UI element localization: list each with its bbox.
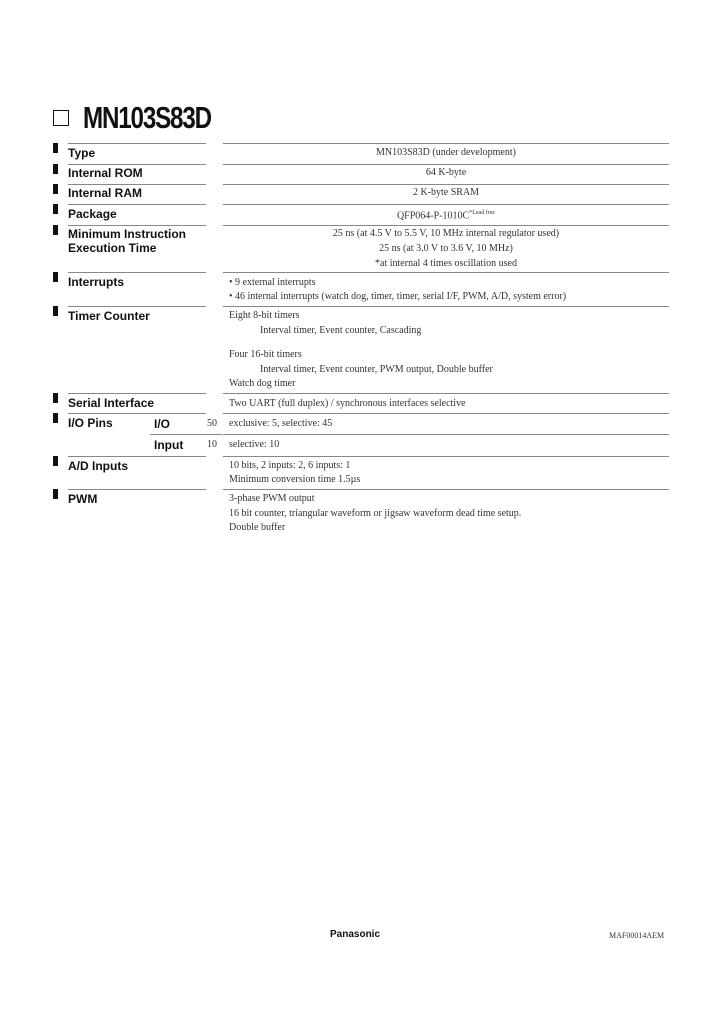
divider: [68, 272, 206, 273]
divider: [223, 434, 669, 435]
row-marker-icon: [53, 306, 58, 316]
interrupts-value-2: • 46 internal interrupts (watch dog, timer, timer, serial I/F, PWM, A/D, system error): [229, 291, 567, 302]
serial-value: Two UART (full duplex) / synchronous interfaces selective: [229, 398, 466, 409]
page-title: MN103S83D: [83, 100, 211, 135]
pwm-value-2: 16 bit counter, triangular waveform or jigsaw waveform dead time setup.: [229, 508, 522, 519]
row-marker-icon: [53, 413, 58, 423]
package-value: [223, 206, 669, 223]
timer-value-2: Interval timer, Event counter, Cascading: [260, 325, 422, 336]
exec-value-2: 25 ns (at 3.0 V to 3.6 V, 10 MHz): [379, 243, 513, 254]
ad-value-1: 10 bits, 2 inputs: 2, 6 inputs: 1: [229, 460, 351, 471]
row-marker-icon: [53, 489, 58, 499]
rom-value: 64 K-byte: [425, 167, 467, 178]
timer-value-1: Eight 8-bit timers: [229, 310, 300, 321]
type-value: MN103S83D (under development): [376, 147, 516, 158]
row-marker-icon: [53, 143, 58, 153]
divider: [223, 143, 669, 144]
ad-label: A/D Inputs: [68, 459, 128, 473]
divider: [68, 143, 206, 144]
package-label: Package: [68, 207, 117, 221]
row-marker-icon: [53, 456, 58, 466]
ram-label: Internal RAM: [68, 186, 143, 200]
pwm-value-1: 3-phase PWM output: [229, 493, 315, 504]
row-marker-icon: [53, 272, 58, 282]
exec-value-3: *at internal 4 times oscillation used: [375, 258, 517, 269]
io-count: 50: [207, 418, 217, 429]
rom-label: Internal ROM: [68, 166, 143, 180]
divider: [223, 184, 669, 185]
divider: [223, 306, 669, 307]
divider: [223, 393, 669, 394]
interrupts-label: Interrupts: [68, 275, 125, 289]
document-code: MAF00014AEM: [609, 931, 665, 940]
interrupts-value-1: • 9 external interrupts: [229, 277, 316, 288]
input-sub-label: Input: [154, 438, 184, 452]
row-marker-icon: [53, 225, 58, 235]
package-code: QFP064-P-1010C: [396, 210, 470, 222]
brand-logo: Panasonic: [330, 929, 381, 940]
divider: [68, 164, 206, 165]
divider: [223, 456, 669, 457]
row-marker-icon: [53, 164, 58, 174]
divider: [68, 393, 206, 394]
divider: [68, 184, 206, 185]
pwm-value-3: Double buffer: [229, 522, 286, 533]
row-marker-icon: [53, 204, 58, 214]
divider: [68, 489, 206, 490]
divider: [223, 164, 669, 165]
exec-label-2: Execution Time: [68, 241, 157, 255]
divider: [68, 413, 206, 414]
ad-value-2: Minimum conversion time 1.5µs: [229, 474, 361, 485]
title-checkbox-icon: [53, 110, 69, 126]
divider: [223, 204, 669, 205]
exec-label-1: Minimum Instruction: [68, 227, 186, 241]
divider: [223, 225, 669, 226]
timer-value-5: Watch dog timer: [229, 378, 296, 389]
divider: [68, 225, 206, 226]
row-marker-icon: [53, 393, 58, 403]
input-value: selective: 10: [229, 439, 280, 450]
serial-label: Serial Interface: [68, 396, 155, 410]
timer-value-3: Four 16-bit timers: [229, 349, 302, 360]
ram-value: 2 K-byte SRAM: [412, 187, 480, 198]
io-label: I/O Pins: [68, 416, 113, 430]
exec-value-1: 25 ns (at 4.5 V to 5.5 V, 10 MHz internal regulator used): [332, 228, 560, 239]
divider: [68, 306, 206, 307]
divider: [223, 489, 669, 490]
row-marker-icon: [53, 184, 58, 194]
input-count: 10: [207, 439, 217, 450]
timer-value-4: Interval timer, Event counter, PWM output, Double buffer: [260, 364, 493, 375]
package-note: *Lead free: [469, 210, 496, 216]
divider: [68, 456, 206, 457]
type-label: Type: [68, 146, 96, 160]
divider: [223, 413, 669, 414]
timer-label: Timer Counter: [68, 309, 150, 323]
io-value: exclusive: 5, selective: 45: [229, 418, 333, 429]
divider: [223, 272, 669, 273]
divider: [68, 204, 206, 205]
pwm-label: PWM: [68, 492, 98, 506]
divider: [150, 434, 222, 435]
io-sub-label: I/O: [154, 417, 171, 431]
